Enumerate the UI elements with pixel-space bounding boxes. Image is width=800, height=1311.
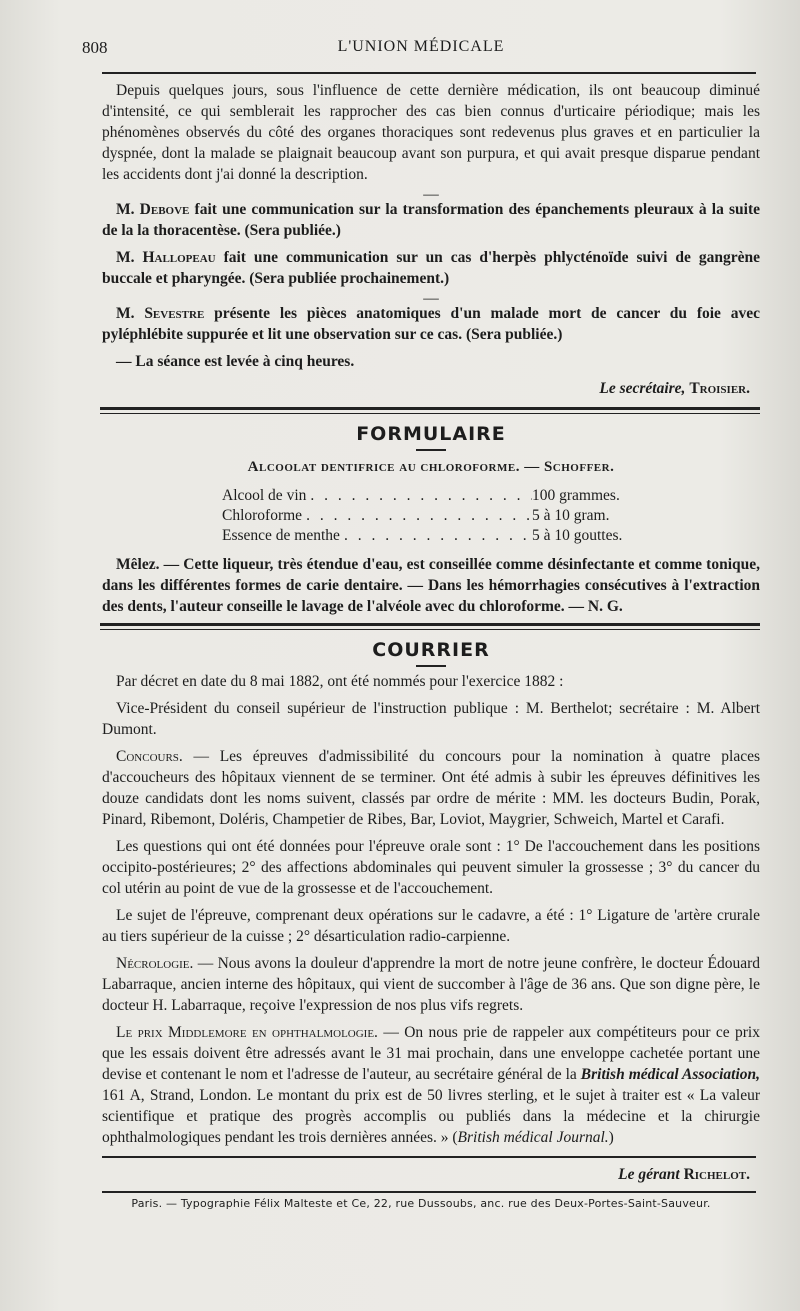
formulaire-text: Mêlez. — Cette liqueur, très étendue d'eau, est conseillée comme désinfectante et comme tonique, dans les différentes formes de carie dentaire. — Dans les hémorrhagies consécutives à l'extraction des dents, l'auteur conseille le lavage de l'alvéole avec du chloroforme. — N. G.: [102, 556, 760, 615]
gerant-signature: Le gérant Richelot.: [618, 1166, 750, 1183]
sujet-paragraph: Le sujet de l'épreuve, comprenant deux opérations sur le cadavre, a été : 1° Ligature de 'artère crurale au tiers supérieur de la cuisse ; 2° désarticulation radio-carpienne.: [102, 907, 760, 945]
page-number: 808: [82, 38, 108, 57]
running-title: L'UNION MÉDICALE: [337, 38, 505, 55]
separator: —: [423, 186, 439, 203]
formulaire-title: FORMULAIRE: [356, 423, 506, 445]
header-rule: [102, 72, 756, 74]
page-header: [82, 32, 760, 72]
decree-text: Par décret en date du 8 mai 1882, ont été nommés pour l'exercice 1882 :: [116, 673, 564, 690]
communication-sevestre: M. Sevestre présente les pièces anatomiques d'un malade mort de cancer du foie avec pyléphlébite suppurée et lit une observation sur ce cas. (Sera publiée.): [102, 305, 760, 343]
vice-president-text: Vice-Président du conseil supérieur de l'instruction publique : M. Berthelot; secrétaire : M. Albert Dumont.: [102, 700, 760, 738]
recipe-title: Alcoolat dentifrice au chloroforme. — Schoffer.: [247, 459, 615, 475]
article-body: [82, 80, 760, 399]
separator: —: [423, 290, 439, 307]
footer: [82, 1164, 760, 1185]
concours-paragraph: Concours. — Les épreuves d'admissibilité du concours pour la nomination à quatre places d'accoucheurs des hôpitaux viennent de se terminer. Ont été admis à subir les épreuves définitives les douze candidats dont les noms suivent, classés par ordre de mérite : MM. les docteurs Budin, Porak, Pinard, Ribemont, Doléris, Champetier de Ribes, Bar, Loviot, Maygrier, Schweich, Martel et Carafi.: [102, 748, 761, 828]
section-rule: [100, 407, 760, 414]
section-rule: [100, 623, 760, 630]
communication-hallopeau: M. Hallopeau fait une communication sur un cas d'herpès phlycténoïde suivi de gangrène buccale et pharyngée. (Sera publiée prochainement.): [102, 249, 760, 287]
prix-paragraph: Le prix Middlemore en ophthalmologie. — On nous prie de rappeler aux compétiteurs pour ce prix que les essais doivent être adressés avant le 31 mai prochain, dans une enveloppe cachetée portant une devise et contenant le nom et l'adresse de l'auteur, au secrétaire général de la British médical Association, 161 A, Strand, London. Le montant du prix est de 50 livres sterling, et le sujet à traiter est « La valeur scientifique et pratique des progrès accomplis ou publiés dans la médecine et la chirurgie ophthalmologiques pendant les trois dernières années. » (British médical Journal.): [102, 1024, 760, 1146]
title-underline: [416, 665, 446, 667]
intro-paragraph: Depuis quelques jours, sous l'influence de cette dernière médication, ils ont beaucoup diminué d'intensité, ce qui semblerait les rapprocher des cas bien connus d'urticaire périodique; mais les phénomènes observés du côté des organes thoraciques sont redevenus plus graves et en particulier la dyspnée, dont la malade se plaignait beaucoup avant son purpura, et qui avait presque disparue pendant les accidents dont j'ai donné la description.: [102, 82, 760, 183]
courrier-section: [82, 640, 760, 1148]
imprint-rule: [102, 1191, 756, 1193]
printer-imprint: Paris. — Typographie Félix Malteste et Ce, 22, rue Dussoubs, anc. rue des Deux-Portes-Saint-Sauveur.: [131, 1197, 711, 1210]
session-closing: — La séance est levée à cinq heures.: [116, 353, 355, 370]
title-underline: [416, 449, 446, 451]
ingredient-row: Alcool de vin . . . 100 grammes.: [222, 486, 652, 506]
questions-paragraph: Les questions qui ont été données pour l'épreuve orale sont : 1° De l'accouchement dans les positions occipito-postérieures; 2° des affections abdominales qui peuvent simuler la grossesse ; 3° du cancer du col utérin au point de vue de la grossesse et de l'accouchement.: [102, 838, 760, 897]
footer-rule: [102, 1156, 756, 1158]
recipe-ingredients: [222, 486, 652, 546]
formulaire-section: [82, 424, 760, 617]
necrologie-paragraph: Nécrologie. — Nous avons la douleur d'apprendre la mort de notre jeune confrère, le docteur Édouard Labarraque, ancien interne des hôpitaux, qui vient de succomber à l'âge de 36 ans. Que son digne père, le docteur H. Labarraque, reçoive l'expression de nos plus vifs regrets.: [102, 955, 761, 1014]
ingredient-row: Chloroforme . . . 5 à 10 gram.: [222, 506, 652, 526]
secretary-signature: Le secrétaire, Troisier.: [599, 380, 750, 397]
ingredient-row: Essence de menthe . . . 5 à 10 gouttes.: [222, 526, 652, 546]
communication-debove: M. Debove fait une communication sur la transformation des épanchements pleuraux à la suite de la la thoracentèse. (Sera publiée.): [102, 201, 760, 239]
courrier-title: COURRIER: [372, 639, 490, 661]
